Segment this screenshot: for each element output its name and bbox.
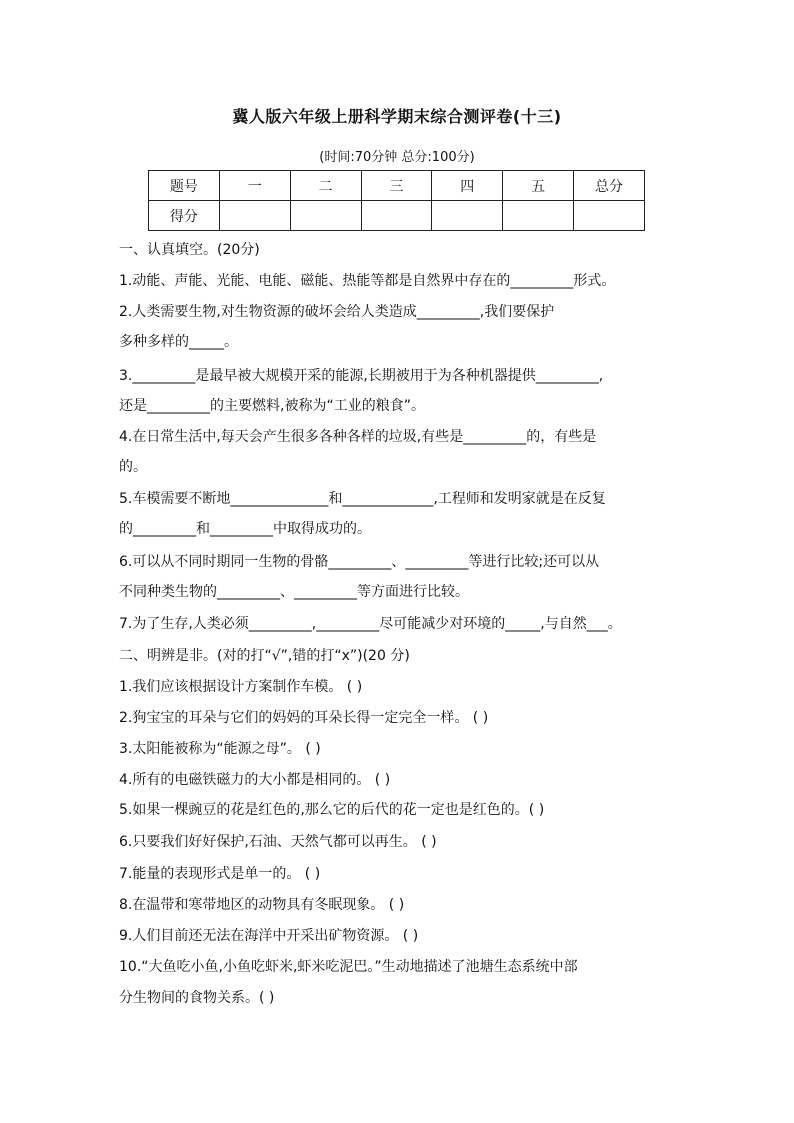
section-heading: 一、认真填空。(20分) xyxy=(119,242,260,258)
question-line: 3.太阳能被称为“能源之母”。 ( ) xyxy=(119,741,321,757)
page-title: 冀人版六年级上册科学期末综合测评卷(十三) xyxy=(232,107,562,126)
question-line: 9.人们目前还无法在海洋中开采出矿物资源。 ( ) xyxy=(119,928,419,944)
question-line: 2.狗宝宝的耳朵与它们的妈妈的耳朵长得一定完全一样。 ( ) xyxy=(119,710,489,726)
score-table xyxy=(148,170,645,231)
score-cell xyxy=(361,201,432,231)
score-table-header: 总分 xyxy=(574,171,645,201)
question-line: 7.为了生存,人类必须_________,_________尽可能减少对环境的_____,与自然___。 xyxy=(119,616,622,632)
question-line: 6.只要我们好好保护,石油、天然气都可以再生。 ( ) xyxy=(119,834,437,850)
score-table-header: 二 xyxy=(290,171,361,201)
question-line: 还是_________的主要燃料,被称为“工业的粮食”。 xyxy=(119,398,425,414)
exam-info: (时间:70分钟 总分:100分) xyxy=(319,150,475,165)
score-table-header: 四 xyxy=(432,171,503,201)
question-line: 分生物间的食物关系。( ) xyxy=(119,990,275,1006)
question-line: 3._________是最早被大规模开采的能源,长期被用于为各种机器提供_________, xyxy=(119,368,604,384)
score-cell xyxy=(432,201,503,231)
question-line: 多种多样的_____。 xyxy=(119,334,238,350)
question-line: 5.车模需要不断地______________和_____________,工程师和发明家就是在反复 xyxy=(119,491,606,507)
question-line: 的_________和_________中取得成功的。 xyxy=(119,521,371,537)
score-cell xyxy=(503,201,574,231)
score-cell xyxy=(219,201,290,231)
section-heading: 二、明辨是非。(对的打“√”,错的打“x”)(20 分) xyxy=(119,648,410,664)
question-line: 4.在日常生活中,每天会产生很多各种各样的垃圾,有些是_________的，有些是 xyxy=(119,429,597,445)
question-line: 不同种类生物的_________、_________等方面进行比较。 xyxy=(119,584,469,600)
score-table-header: 五 xyxy=(503,171,574,201)
score-table-header: 题号 xyxy=(149,171,220,201)
question-line: 7.能量的表现形式是单一的。 ( ) xyxy=(119,866,321,882)
question-line: 8.在温带和寒带地区的动物具有冬眠现象。 ( ) xyxy=(119,897,405,913)
score-cell xyxy=(574,201,645,231)
score-table-header: 一 xyxy=(219,171,290,201)
question-line: 1.我们应该根据设计方案制作车模。 ( ) xyxy=(119,679,363,695)
question-line: 1.动能、声能、光能、电能、磁能、热能等都是自然界中存在的_________形式。 xyxy=(119,273,616,289)
score-cell xyxy=(290,201,361,231)
question-line: 10.“大鱼吃小鱼,小鱼吃虾米,虾米吃泥巴。”生动地描述了池塘生态系统中部 xyxy=(119,959,578,975)
score-table-header: 三 xyxy=(361,171,432,201)
question-line: 2.人类需要生物,对生物资源的破坏会给人类造成_________,我们要保护 xyxy=(119,304,555,320)
question-line: 5.如果一棵豌豆的花是红色的,那么它的后代的花一定也是红色的。( ) xyxy=(119,802,545,818)
score-table-score-row xyxy=(149,201,645,231)
score-row-label: 得分 xyxy=(149,201,220,231)
question-line: 6.可以从不同时期同一生物的骨骼_________、_________等进行比较;还可以从 xyxy=(119,554,600,570)
score-table-header-row xyxy=(149,171,645,201)
question-line: 的。 xyxy=(119,459,147,475)
question-line: 4.所有的电磁铁磁力的大小都是相同的。 ( ) xyxy=(119,772,391,788)
